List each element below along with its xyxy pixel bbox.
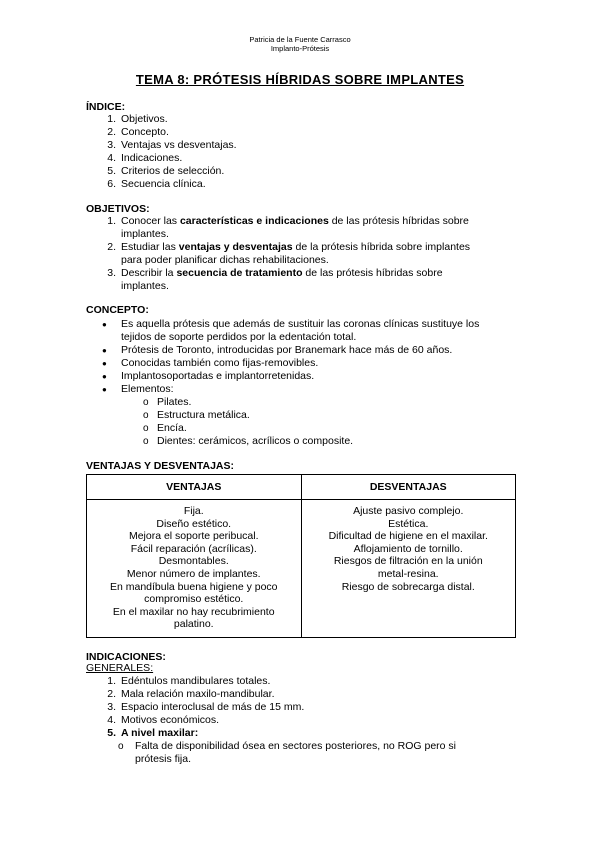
indice-heading: ÍNDICE:	[86, 101, 126, 113]
page-title: TEMA 8: PRÓTESIS HÍBRIDAS SOBRE IMPLANTES	[135, 72, 465, 87]
ventajas-cell: Fija. Diseño estético. Mejora el soporte peribucal. Fácil reparación (acrílicas). Desmontables. Menor número de implantes. En mandíbula buena higiene y poco compromiso estético. En el maxilar no hay recubrimiento palatino.	[109, 505, 278, 631]
header-author: Patricia de la Fuente Carrasco	[249, 35, 351, 44]
sub-bullet-icon: o	[143, 436, 149, 447]
indicaciones-heading: INDICACIONES:	[86, 651, 166, 663]
generales-subheading: GENERALES:	[86, 662, 154, 674]
sub-bullet-icon: o	[143, 410, 149, 421]
sub-bullet-icon: o	[143, 397, 149, 408]
bullet-icon: ●	[102, 372, 107, 381]
bullet-icon: ●	[102, 359, 107, 368]
concepto-heading: CONCEPTO:	[86, 304, 149, 316]
bullet-icon: ●	[102, 320, 107, 329]
objetivos-heading: OBJETIVOS:	[86, 203, 150, 215]
desventajas-cell: Ajuste pasivo complejo. Estética. Dificultad de higiene en el maxilar. Aflojamiento de tornillo. Riesgos de filtración en la unión metal-resina. Riesgo de sobrecarga distal.	[328, 505, 488, 593]
sub-bullet-icon: o	[143, 423, 149, 434]
column-header-desventajas: DESVENTAJAS	[301, 475, 516, 500]
sub-bullet-icon: o	[118, 741, 124, 752]
bullet-icon: ●	[102, 346, 107, 355]
column-header-ventajas: VENTAJAS	[87, 475, 302, 500]
ventajas-table	[86, 474, 516, 638]
ventajas-heading: VENTAJAS Y DESVENTAJAS:	[86, 460, 235, 472]
bullet-icon: ●	[102, 385, 107, 394]
document-page: Patricia de la Fuente Carrasco Implanto-Prótesis TEMA 8: PRÓTESIS HÍBRIDAS SOBRE IMPLANTES ÍNDICE: 1. Objetivos. 2. Concepto. 3. Ventajas vs desventajas. 4. Indicaciones. 5. Criterios de selección. 6. Secuencia clínica. OBJETIVOS: 1. Conocer las características e indicaciones de las prótesis híbridas sobre implantes. 2. Estudiar las ventajas y desventajas de la prótesis híbrida sobre implantes para poder planificar dichas rehabilitaciones. 3. Describir la secuencia de tratamiento de las prótesis híbridas sobre implantes. CONCEPTO: ● Es aquella prótesis que además de sustituir las coronas clínicas sustituye los tejidos de soporte perdidos por la edentación total. ● Prótesis de Toronto, introducidas por Branemark hace más de 60 años. ● Conocidas también como fijas-removibles. ● Implantosoportadas e implantorretenidas. ● Elementos: o Pilates. o Estructura metálica. o Encía. o Dientes: cerámicos, acrílicos o composite. VENTAJAS Y DESVENTAJAS: VENTAJAS DESVENTAJAS Fija. Diseño estético. Mejora el soporte peribucal. Fácil reparación (acrílicas). Desmontables. Menor número de implantes. En mandíbula buena higiene y poco compromiso estético. En el maxilar no hay recubrimiento palatino. Ajuste pasivo complejo. Estética. Dificultad de higiene en el maxilar. Aflojamiento de tornillo. Riesgos de filtración en la unión metal-resina. Riesgo de sobrecarga distal. INDICACIONES: GENERALES: 1. Edéntulos mandibulares totales. 2. Mala relación maxilo-mandibular. 3. Espacio interoclusal de más de 15 mm. 4. Motivos económicos. 5. A nivel maxilar: o Falta de disponibilidad ósea en sectores posteriores, no ROG pero si prótesis fija.	[0, 0, 600, 848]
header-subject: Implanto-Prótesis	[270, 44, 330, 53]
